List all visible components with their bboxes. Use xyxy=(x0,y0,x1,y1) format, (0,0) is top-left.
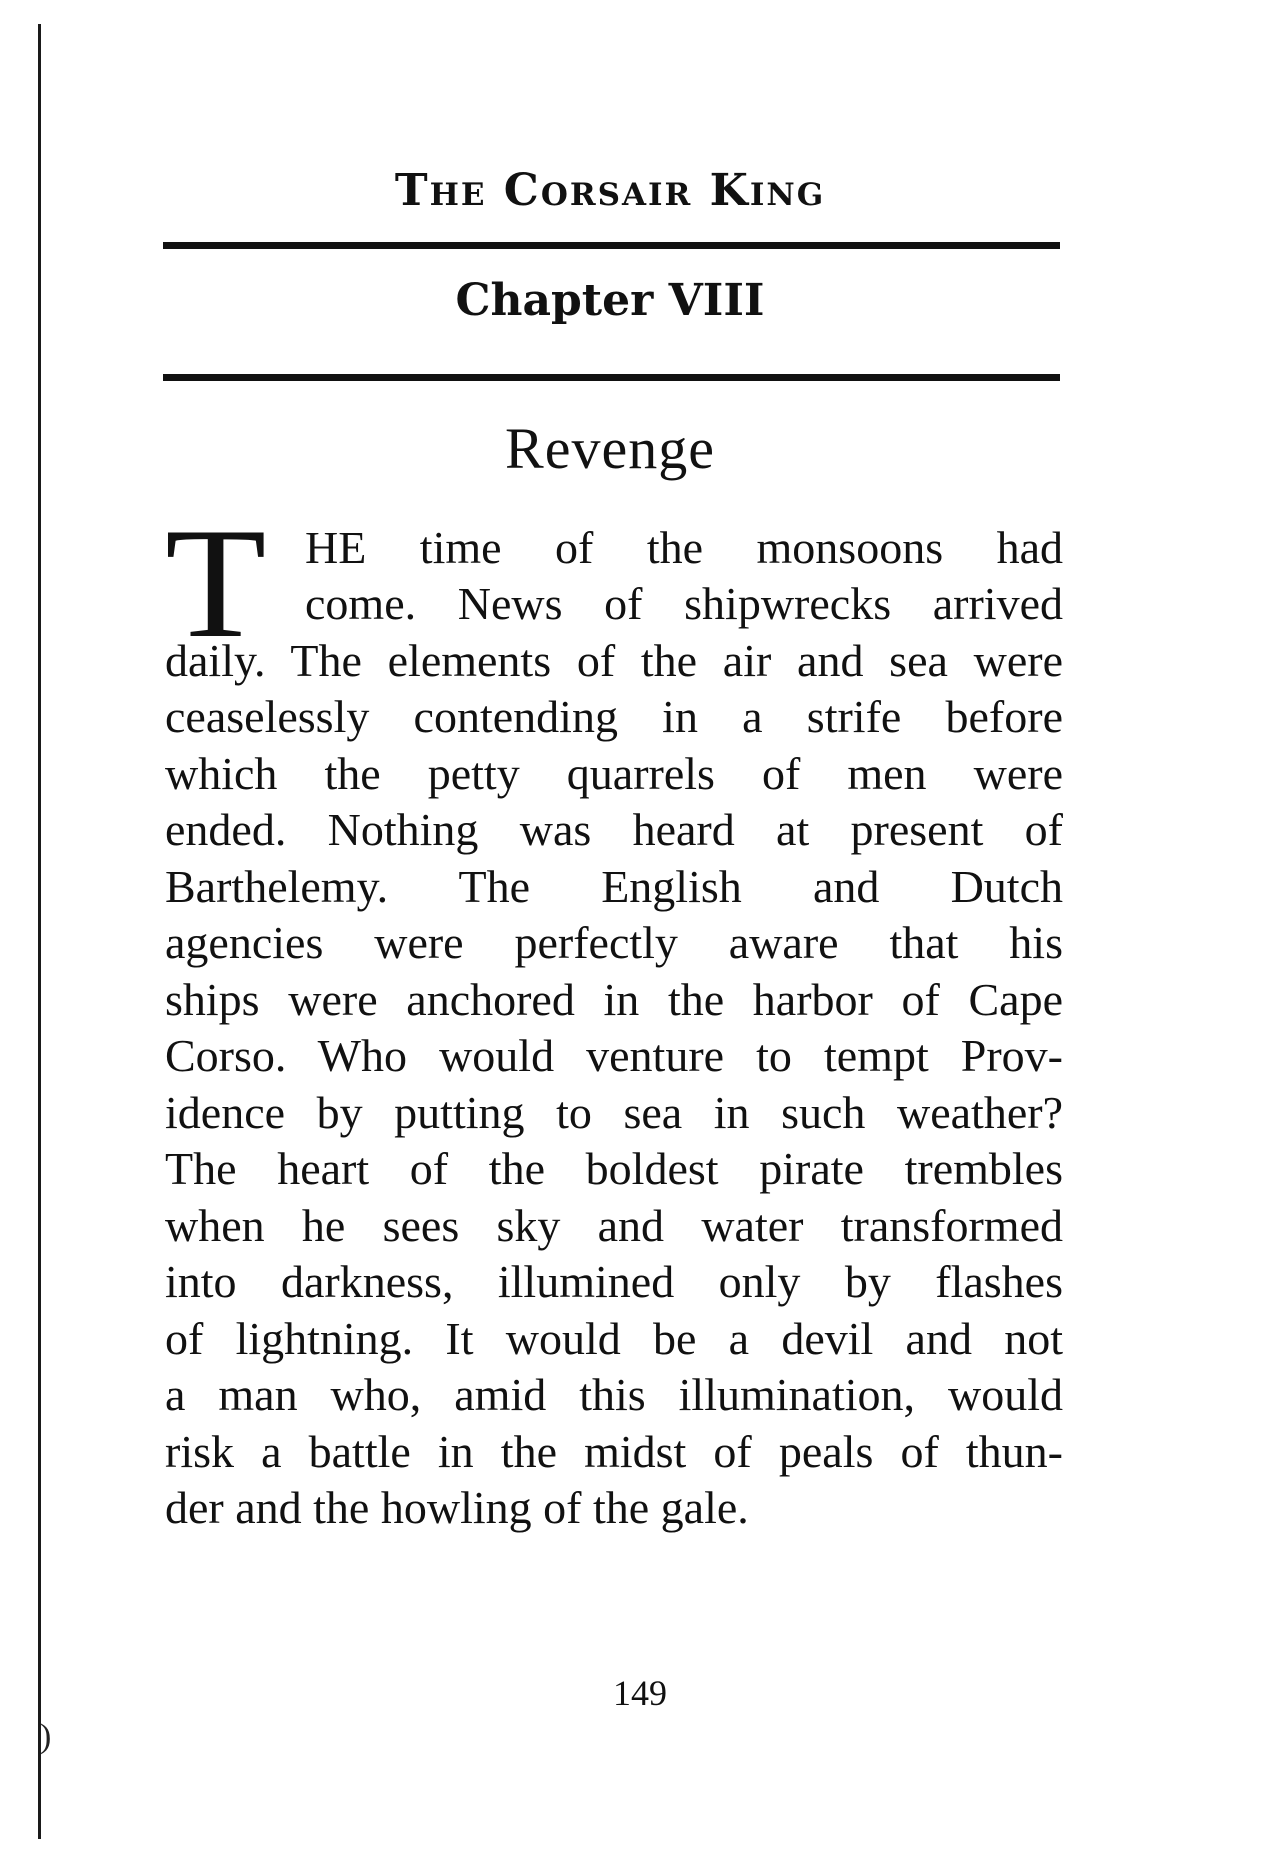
text-line-2: come. News of shipwrecks arrived xyxy=(305,578,1063,629)
text-line-10: Corso. Who would venture to tempt Prov- xyxy=(165,1030,1063,1081)
text-line-8: agencies were perfectly aware that his xyxy=(165,917,1063,968)
text-line-9: ships were anchored in the harbor of Cape xyxy=(165,974,1063,1025)
margin-mark: ) xyxy=(40,1718,52,1755)
page-edge-line xyxy=(38,24,41,1839)
text-line-7: Barthelemy. The English and Dutch xyxy=(165,861,1063,912)
header-rule-top xyxy=(163,242,1060,249)
text-line-4: ceaselessly contending in a strife before xyxy=(165,691,1063,742)
text-line-12: The heart of the boldest pirate trembles xyxy=(165,1143,1063,1194)
text-line-5: which the petty quarrels of men were xyxy=(165,748,1063,799)
text-line-17: risk a battle in the midst of peals of thun- xyxy=(165,1426,1063,1477)
text-line-16: a man who, amid this illumination, would xyxy=(165,1369,1063,1420)
text-line-11: idence by putting to sea in such weather? xyxy=(165,1087,1063,1138)
drop-cap: T xyxy=(165,496,267,671)
text-line-6: ended. Nothing was heard at present of xyxy=(165,804,1063,855)
chapter-title: Revenge xyxy=(505,416,715,481)
header-rule-bottom xyxy=(163,374,1060,381)
text-line-18: der and the howling of the gale. xyxy=(165,1482,749,1533)
text-line-15: of lightning. It would be a devil and not xyxy=(165,1313,1063,1364)
running-head: The Corsair King xyxy=(394,165,826,216)
text-line-13: when he sees sky and water transformed xyxy=(165,1200,1063,1251)
text-line-3: daily. The elements of the air and sea were xyxy=(165,635,1063,686)
page-number: 149 xyxy=(613,1673,667,1713)
text-line-1: HE time of the monsoons had xyxy=(305,522,1063,573)
chapter-heading: Chapter VIII xyxy=(455,275,765,326)
text-line-14: into darkness, illumined only by flashes xyxy=(165,1256,1063,1307)
